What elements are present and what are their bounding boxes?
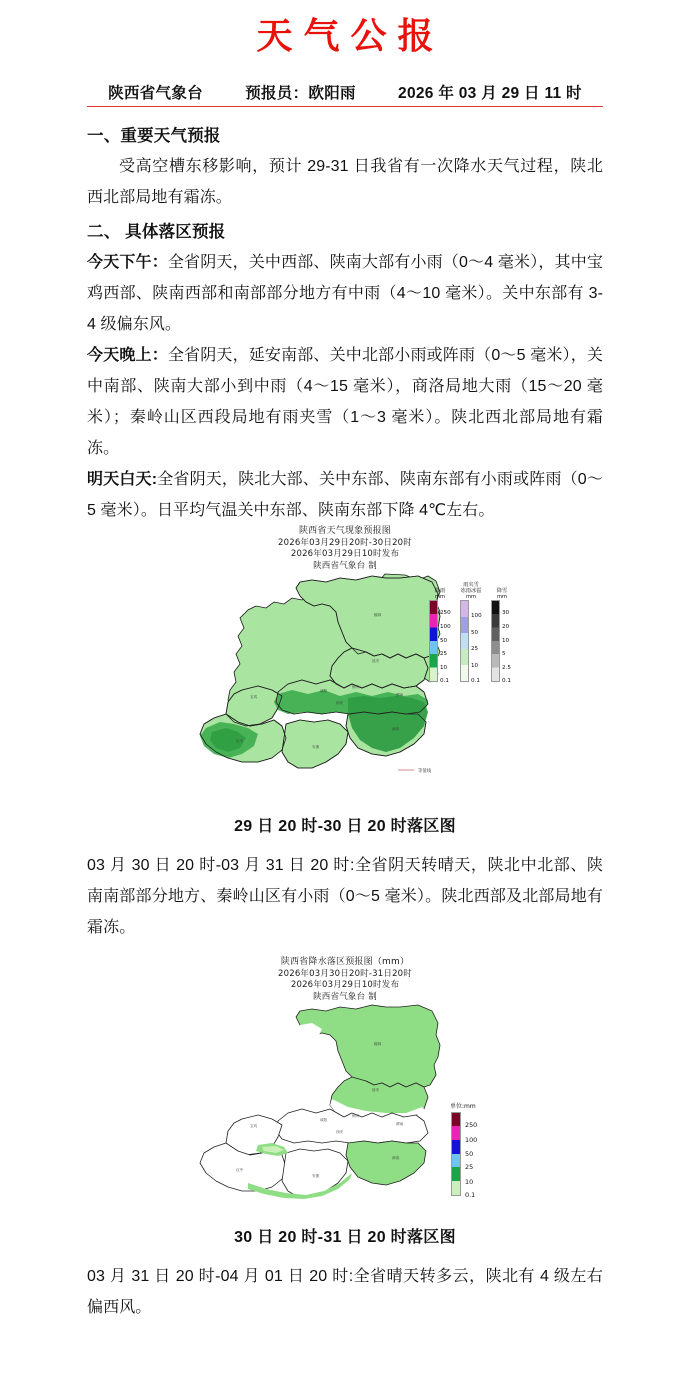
- contour-line-key: [398, 767, 432, 774]
- mid-paragraph-block: [87, 836, 603, 943]
- city-label: 西安: [336, 701, 344, 705]
- city-label: 咸阳: [320, 689, 328, 693]
- forecast-label-afternoon: 今天下午：: [87, 254, 168, 271]
- legend-snow-title: [490, 580, 514, 600]
- city-label: 商洛: [392, 727, 400, 731]
- legend-column-snow: [490, 580, 514, 685]
- figure1-issue-time: 2026年03月29日10时发布: [290, 549, 400, 559]
- figure-precipitation-map: [0, 957, 690, 1247]
- forecaster-name: 预报员：欧阳雨: [245, 85, 356, 102]
- svg-text:等值线: 等值线: [418, 768, 432, 773]
- city-label: 安康: [312, 745, 320, 749]
- legend-snow-colorbar: [491, 600, 500, 682]
- section-heading-detailed-forecast: 二、 具体落区预报: [87, 223, 226, 241]
- figure2-title: 陕西省降水落区预报图（mm）: [280, 957, 410, 967]
- legend-snow-labels: 30 20 10 5 2.5 0.1: [502, 610, 511, 685]
- figure1-legend: [428, 580, 514, 685]
- legend-sleet-title: [459, 580, 483, 600]
- city-label: 汉中: [236, 1168, 244, 1172]
- issue-datetime: 2026 年 03 月 29 日 11 时: [398, 85, 582, 102]
- city-label: 榆林: [374, 1042, 382, 1046]
- legend-column-rain: [428, 580, 452, 685]
- city-label: 宝鸡: [250, 1124, 258, 1128]
- figure1-caption: 29 日 20 时-30 日 20 时落区图: [234, 818, 456, 835]
- figure1-title: 陕西省天气现象预报图: [298, 526, 391, 536]
- figure1-producer: 陕西省气象台 制: [313, 560, 377, 571]
- figure1-map-area: [0, 572, 690, 807]
- city-label: 铜川: [352, 685, 360, 689]
- map2-regions: [200, 1005, 440, 1199]
- legend-rain-title-line2: mm: [434, 594, 446, 600]
- forecast-day4: 03 月 31 日 20 时-04 月 01 日 20 时:全省晴天转多云，陕北有 4 级左右偏西风。: [87, 1268, 603, 1316]
- legend-sleet-colorbar: [460, 600, 469, 682]
- city-label: 铜川: [352, 1114, 360, 1118]
- figure2-map-area: [0, 1003, 690, 1218]
- city-label: 宝鸡: [250, 695, 258, 699]
- bulletin-body: [87, 107, 603, 526]
- figure2-legend: [450, 1101, 488, 1200]
- figure1-valid-period: 2026年03月29日20时-30日20时: [278, 537, 412, 548]
- legend-rain-labels: 250 100 50 25 10 0.1: [440, 610, 451, 685]
- end-paragraph-block: [87, 1247, 603, 1323]
- forecast-label-tonight: 今天晚上：: [87, 347, 168, 364]
- issuing-office: 陕西省气象台: [108, 85, 203, 102]
- legend-column-sleet: [459, 580, 483, 685]
- figure2-issue-time: 2026年03月29日10时发布: [290, 980, 400, 990]
- city-label: 渭南: [396, 1122, 404, 1126]
- figure1-header: [0, 526, 690, 572]
- legend-sleet-title-line2: 冻雨冰雹: [460, 588, 482, 594]
- legend-sleet-labels: 100 50 25 10 0.1: [471, 613, 482, 685]
- forecast-this-afternoon: [87, 247, 603, 340]
- shaanxi-map-phenomenon: [0, 572, 690, 807]
- section-heading-important-forecast: 一、重要天气预报: [87, 127, 221, 145]
- legend-rain-colorbar: [429, 600, 438, 682]
- forecast-text-tomorrow: 全省阴天，陕北大部、关中东部、陕南东部有小雨或阵雨（0～5 毫米）。日平均气温关中东部、陕南东部下降 4℃左右。: [87, 471, 603, 519]
- forecast-tonight: [87, 340, 603, 464]
- forecast-label-tomorrow: 明天白天:: [87, 471, 158, 488]
- city-label: 安康: [312, 1174, 320, 1178]
- page-title: 天气公报: [256, 16, 445, 57]
- shaanxi-map-precipitation: [0, 1003, 690, 1218]
- forecast-tomorrow-daytime: [87, 464, 603, 526]
- forecast-text-tonight: 全省阴天，延安南部、关中北部小雨或阵雨（0～5 毫米），关中南部、陕南大部小到中雨（4～15 毫米），商洛局地大雨（15～20 毫米）；秦岭山区西段局地有雨夹雪（1～3 毫米）。陕北西北部局地有霜冻。: [87, 347, 603, 457]
- city-label: 汉中: [236, 739, 244, 743]
- figure2-producer: 陕西省气象台 制: [313, 991, 377, 1002]
- legend-rain-title: [428, 580, 452, 600]
- legend-sleet-title-line3: mm: [465, 594, 477, 600]
- bulletin-header: [87, 81, 603, 107]
- city-label: 商洛: [392, 1156, 400, 1160]
- legend2-title: 单位:mm: [450, 1103, 476, 1110]
- city-label: 渭南: [396, 693, 404, 697]
- legend-snow-title-line2: mm: [496, 594, 508, 600]
- forecast-text-afternoon: 全省阴天，关中西部、陕南大部有小雨（0～4 毫米），其中宝鸡西部、陕南西部和南部部分地方有中雨（4～10 毫米）。关中东部有 3-4 级偏东风。: [87, 254, 603, 333]
- forecast-day3: 03 月 30 日 20 时-03 月 31 日 20 时:全省阴天转晴天，陕北中北部、陕南南部部分地方、秦岭山区有小雨（0～5 毫米）。陕北西部及北部局地有霜冻。: [87, 857, 603, 936]
- city-label: 西安: [336, 1130, 344, 1134]
- city-label: 榆林: [374, 613, 382, 617]
- city-label: 延安: [372, 1088, 380, 1092]
- legend-snow-title-line1: 降雪: [496, 588, 508, 594]
- legend-sleet-title-line1: 雨夹雪: [463, 582, 479, 588]
- figure2-caption: 30 日 20 时-31 日 20 时落区图: [234, 1229, 456, 1246]
- city-label: 咸阳: [320, 1118, 328, 1122]
- legend-rain-title-line1: 降雨: [434, 588, 446, 594]
- section-1-paragraph: 受高空槽东移影响，预计 29-31 日我省有一次降水天气过程，陕北西北部局地有霜冻。: [87, 158, 603, 206]
- figure-weather-phenomenon-map: [0, 526, 690, 836]
- legend2-labels: 250 100 50 25 10 0.1: [465, 1121, 478, 1200]
- figure2-header: [0, 957, 690, 1003]
- figure2-valid-period: 2026年03月30日20时-31日20时: [278, 968, 412, 979]
- legend2-colorbar: [451, 1112, 461, 1196]
- city-label: 延安: [372, 659, 380, 663]
